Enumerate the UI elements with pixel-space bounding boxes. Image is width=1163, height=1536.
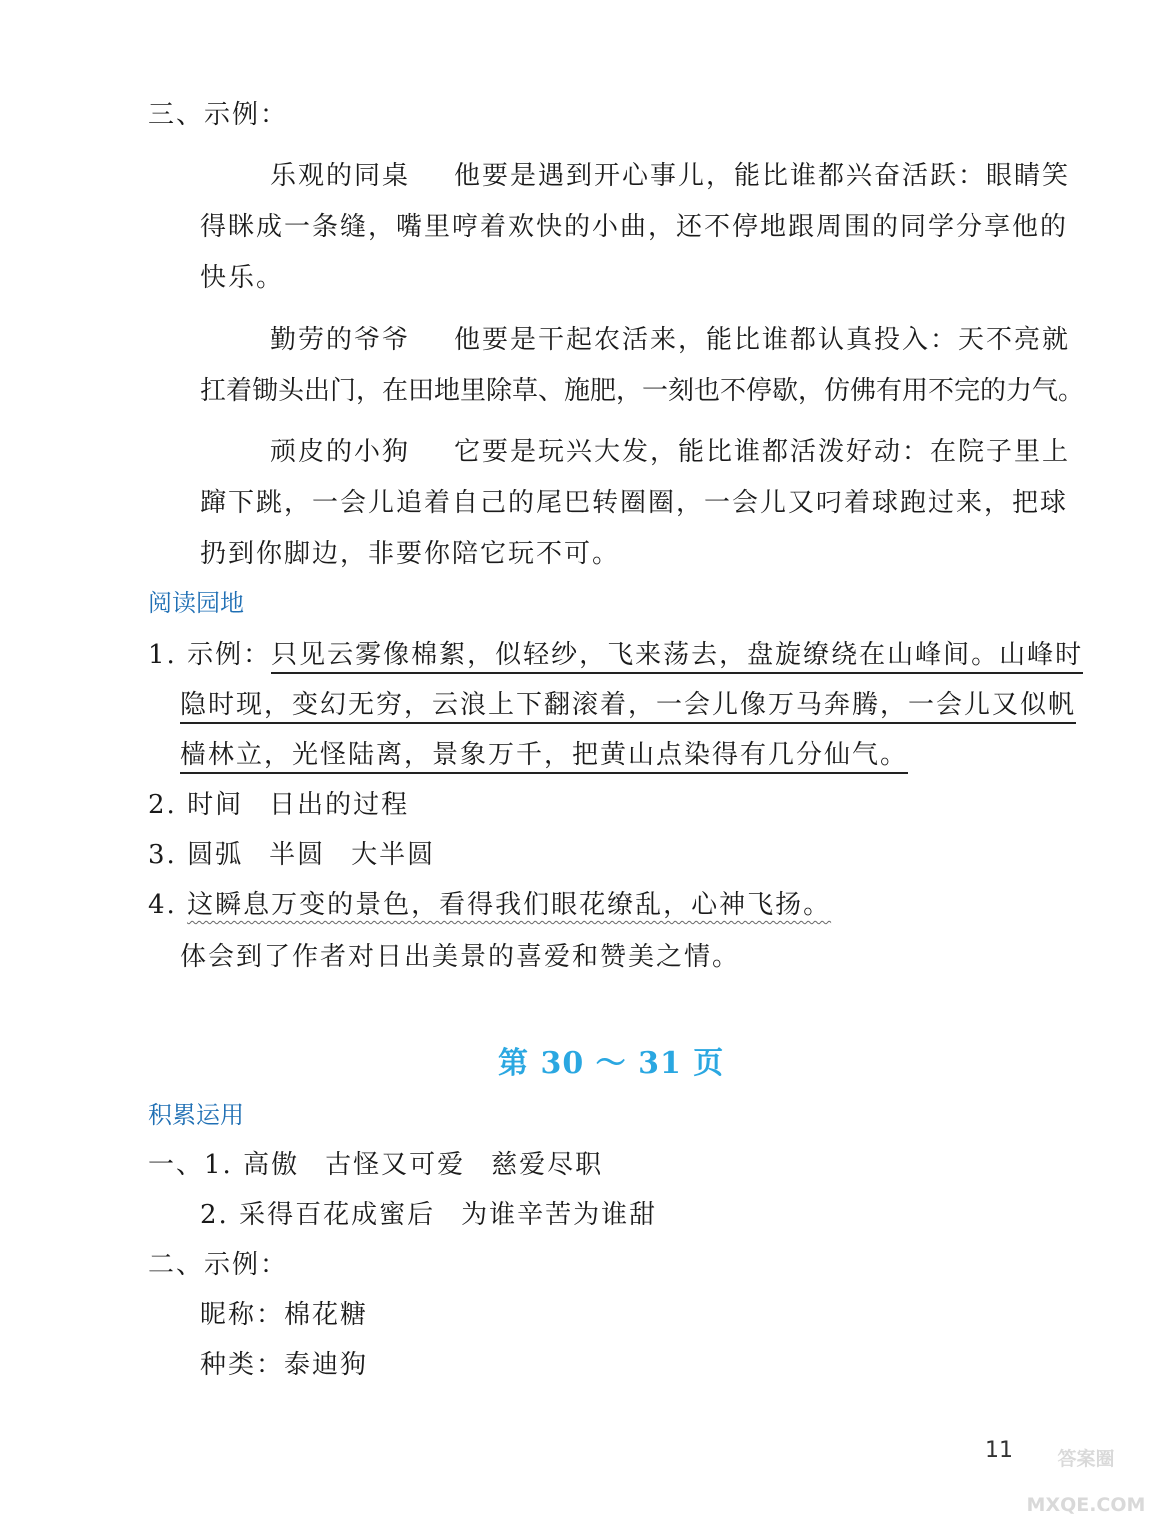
paragraph-3-text: 它要是玩兴大发，能比谁都活泼好动：在院子里上	[454, 437, 1071, 467]
item-1-number: 1.	[148, 640, 177, 670]
one-2-number: 2.	[200, 1200, 229, 1230]
reading-heading: 阅读园地	[148, 589, 244, 617]
accumulate-heading: 积累运用	[148, 1101, 244, 1129]
one-2-a: 采得百花成蜜后	[239, 1200, 436, 1230]
reading-item-3	[148, 840, 435, 870]
reading-item-1-line-2	[180, 690, 1076, 724]
accumulate-one-2	[200, 1200, 657, 1230]
item-2-number: 2.	[148, 790, 177, 820]
reading-item-4-line-1	[148, 890, 831, 920]
nickname-line: 昵称：棉花糖	[200, 1300, 369, 1330]
one-1-a: 高傲	[243, 1150, 300, 1180]
paragraph-1-line-2: 得眯成一条缝，嘴里哼着欢快的小曲，还不停地跟周围的同学分享他的	[200, 212, 1069, 242]
one-1-c: 慈爱尽职	[491, 1150, 604, 1180]
reading-item-1-line-3	[180, 740, 908, 774]
one-1-number: 1.	[204, 1150, 233, 1180]
item-3-c: 大半圆	[351, 840, 436, 870]
paragraph-3-line-3: 扔到你脚边，非要你陪它玩不可。	[200, 539, 621, 569]
item-4-number: 4.	[148, 890, 177, 920]
accumulate-one-1	[148, 1150, 603, 1180]
item-2-b: 日出的过程	[269, 790, 410, 820]
one-label: 一、	[148, 1150, 205, 1180]
item-3-b: 半圆	[269, 840, 326, 870]
paragraph-3-line-1	[270, 437, 1070, 467]
paragraph-3-line-2: 蹿下跳，一会儿追着自己的尾巴转圈圈，一会儿又叼着球跑过来，把球	[200, 488, 1069, 518]
paragraph-1-text: 他要是遇到开心事儿，能比谁都兴奋活跃：眼睛笑	[454, 161, 1071, 191]
one-2-b: 为谁辛苦为谁甜	[461, 1200, 658, 1230]
breed-line: 种类：泰迪狗	[200, 1350, 369, 1380]
item-3-number: 3.	[148, 840, 177, 870]
item-4-wavy-text: 这瞬息万变的景色，看得我们眼花缭乱，心神飞扬。	[187, 890, 832, 920]
reading-item-2	[148, 790, 409, 820]
section3-label: 三、示例：	[148, 100, 289, 130]
paragraph-2-lead: 勤劳的爷爷	[270, 325, 411, 355]
one-1-b: 古怪又可爱	[325, 1150, 466, 1180]
item-3-a: 圆弧	[187, 840, 244, 870]
item-1-underlined-1: 只见云雾像棉絮，似轻纱，飞来荡去，盘旋缭绕在山峰间。山峰时	[271, 640, 1083, 674]
watermark-text: 答案圈 MXQE.COM	[1026, 1448, 1146, 1516]
paragraph-1-line-3: 快乐。	[200, 263, 285, 293]
paragraph-2-text: 他要是干起农活来，能比谁都认真投入：天不亮就	[454, 325, 1071, 355]
item-2-a: 时间	[187, 790, 244, 820]
paragraph-2-line-1	[270, 325, 1070, 355]
page-number: 11	[985, 1438, 1013, 1463]
reading-item-4-line-2: 体会到了作者对日出美景的喜爱和赞美之情。	[180, 942, 741, 972]
item-1-underlined-3: 樯林立，光怪陆离，景象万千，把黄山点染得有几分仙气。	[180, 740, 908, 774]
item-1-underlined-2: 隐时现，变幻无穷，云浪上下翻滚着，一会儿像万马奔腾，一会儿又似帆	[180, 690, 1076, 724]
paragraph-1-lead: 乐观的同桌	[270, 161, 411, 191]
paragraph-2-line-2: 扛着锄头出门，在田地里除草、施肥，一刻也不停歇，仿佛有用不完的力气。	[200, 376, 1085, 406]
watermark-logo	[1012, 1436, 1160, 1528]
paragraph-3-lead: 顽皮的小狗	[270, 437, 411, 467]
paragraph-1-line-1	[270, 161, 1070, 191]
reading-item-1-line-1	[148, 640, 1083, 674]
page-heading: 第 30 ～ 31 页	[498, 1046, 725, 1081]
accumulate-two-label: 二、示例：	[148, 1250, 289, 1280]
item-1-prefix: 示例：	[187, 640, 272, 670]
